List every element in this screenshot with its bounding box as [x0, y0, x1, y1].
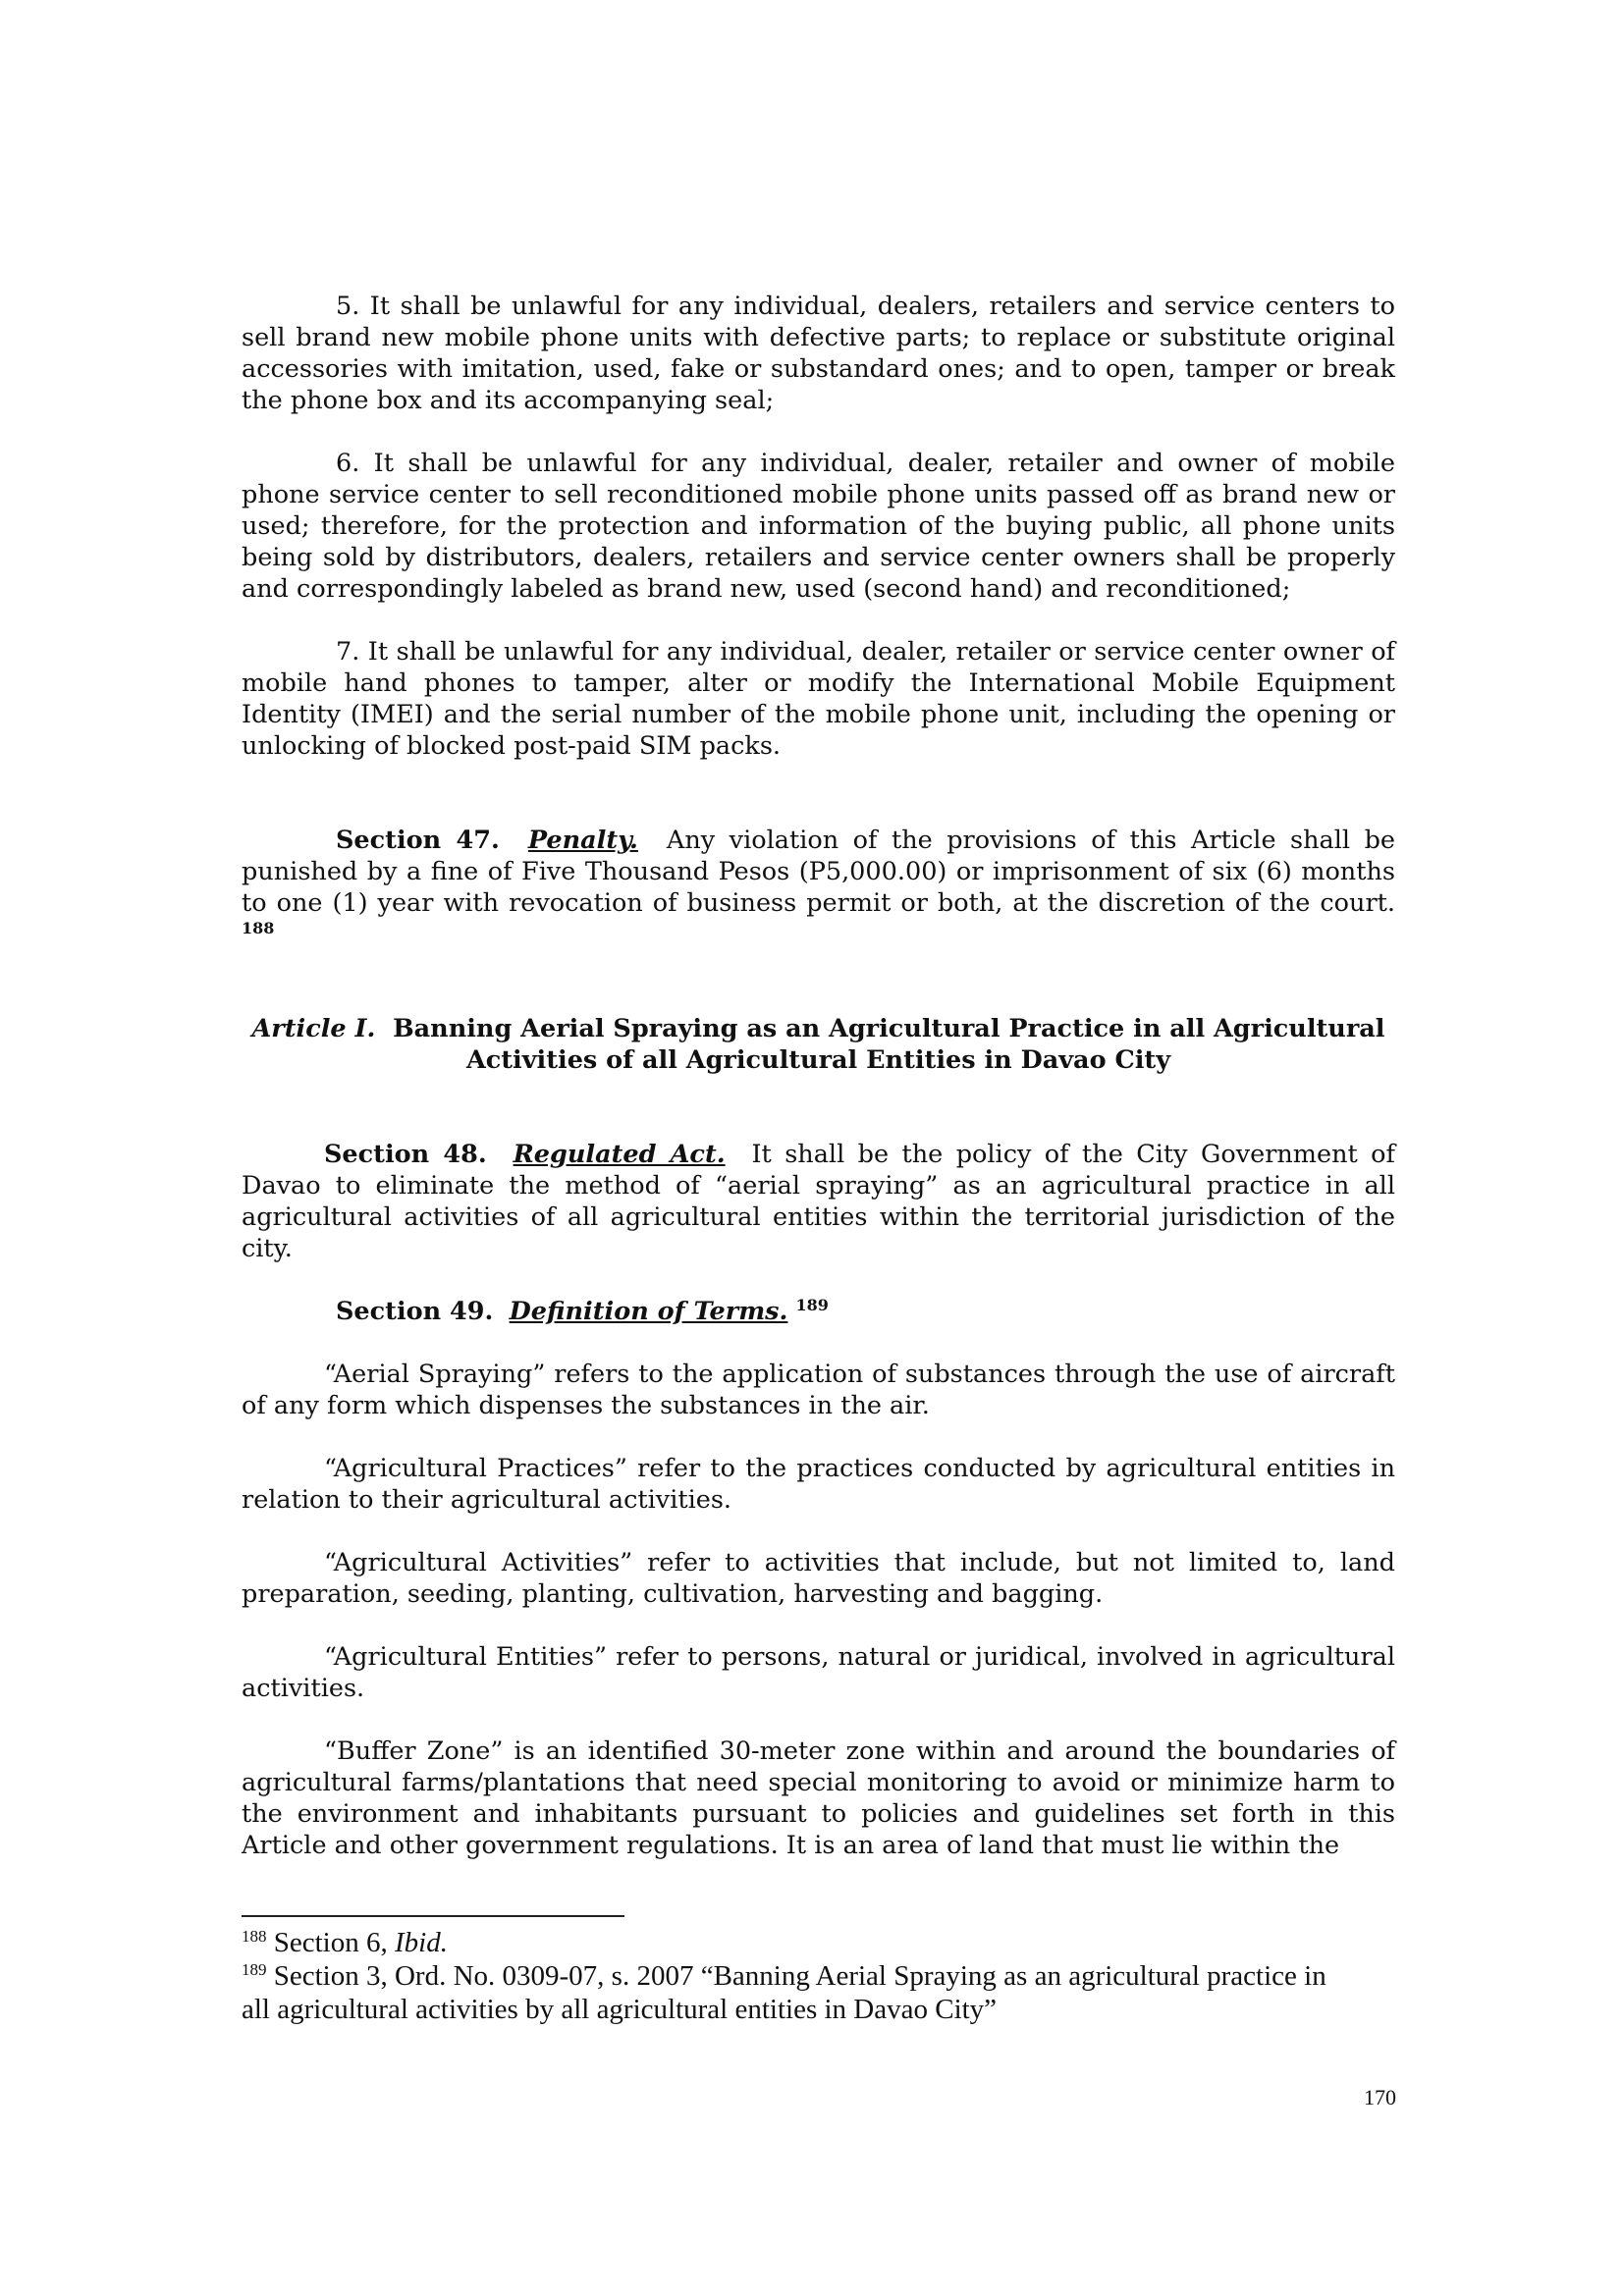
definition-agricultural-activities: “Agricultural Activities” refer to activities that include, but not limited to, land preparation, seeding, planting, cultivation, harvesting and bagging. [242, 1548, 1395, 1609]
footnote-italic: Ibid. [395, 1927, 448, 1958]
footnote-number: 188 [242, 1927, 267, 1946]
section-49 [242, 1296, 1395, 1327]
footnote-text: Section 6, [273, 1927, 395, 1958]
section-49-title: Definition of Terms. [509, 1297, 788, 1326]
definition-buffer-zone: “Buffer Zone” is an identified 30-meter zone within and around the boundaries of agricultural farms/plantations that need special monitoring to avoid or minimize harm to the environment and inhabitants pursuant to policies and guidelines set forth in this Article and other government regulations. It is an area of land that must lie within the [242, 1736, 1395, 1860]
section-48-label: Section 48. [324, 1140, 487, 1169]
section-47-title: Penalty. [527, 826, 638, 855]
footnotes [242, 1926, 1351, 2026]
article-lead: Article I. [251, 1014, 376, 1043]
document-body [242, 291, 1395, 1861]
definition-agricultural-entities: “Agricultural Entities” refer to persons, natural or juridical, involved in agricultural activities. [242, 1642, 1395, 1703]
section-47 [242, 825, 1395, 950]
article-heading [242, 1013, 1395, 1076]
section-47-label: Section 47. [336, 826, 500, 855]
article-title-line2: Activities of all Agricultural Entities in Davao City [465, 1045, 1171, 1075]
section-48 [242, 1139, 1395, 1264]
footnote-number: 189 [242, 1960, 267, 1979]
footnote-divider [242, 1915, 624, 1917]
definition-agricultural-practices: “Agricultural Practices” refer to the practices conducted by agricultural entities in relation to their agricultural activities. [242, 1454, 1395, 1515]
article-title-line1: Banning Aerial Spraying as an Agricultural Practice in all Agricultural [393, 1014, 1385, 1043]
footnote-ref-188: 188 [242, 919, 275, 937]
footnote-text: Section 3, Ord. No. 0309-07, s. 2007 “Banning Aerial Spraying as an agricultural practice in all agricultural activities by all agricultural entities in Davao City” [242, 1960, 1326, 2025]
footnote-188 [242, 1926, 1351, 1959]
paragraph-item-6: 6. It shall be unlawful for any individual, dealer, retailer and owner of mobile phone service center to sell reconditioned mobile phone units passed off as brand new or used; therefore, for the protection and information of the buying public, all phone units being sold by distributors, dealers, retailers and service center owners shall be properly and correspondingly labeled as brand new, used (second hand) and reconditioned; [242, 449, 1395, 604]
section-48-title: Regulated Act. [513, 1140, 726, 1169]
paragraph-item-5: 5. It shall be unlawful for any individual, dealers, retailers and service centers to sell brand new mobile phone units with defective parts; to replace or substitute original accessories with imitation, used, fake or substandard ones; and to open, tamper or break the phone box and its accompanying seal; [242, 292, 1395, 415]
paragraph-item-7: 7. It shall be unlawful for any individual, dealer, retailer or service center owner of mobile hand phones to tamper, alter or modify the International Mobile Equipment Identity (IMEI) and the serial number of the mobile phone unit, including the opening or unlocking of blocked post-paid SIM packs. [242, 637, 1395, 761]
footnote-ref-189: 189 [795, 1296, 829, 1314]
footnote-189 [242, 1959, 1351, 2026]
section-48-body: It shall be the policy of the City Government of Davao to eliminate the method of “aerial spraying” as an agricultural practice in all agricultural activities of all agricultural entities within the territorial jurisdiction of the city. [242, 1140, 1395, 1263]
definition-aerial-spraying: “Aerial Spraying” refers to the application of substances through the use of aircraft of any form which dispenses the substances in the air. [242, 1360, 1395, 1420]
section-47-body: Any violation of the provisions of this Article shall be punished by a fine of Five Thousand Pesos (P5,000.00) or imprisonment of six (6) months to one (1) year with revocation of business permit or both, at the discretion of the court. [242, 826, 1396, 918]
page-number: 170 [1364, 2085, 1396, 2109]
section-49-label: Section 49. [336, 1297, 494, 1326]
